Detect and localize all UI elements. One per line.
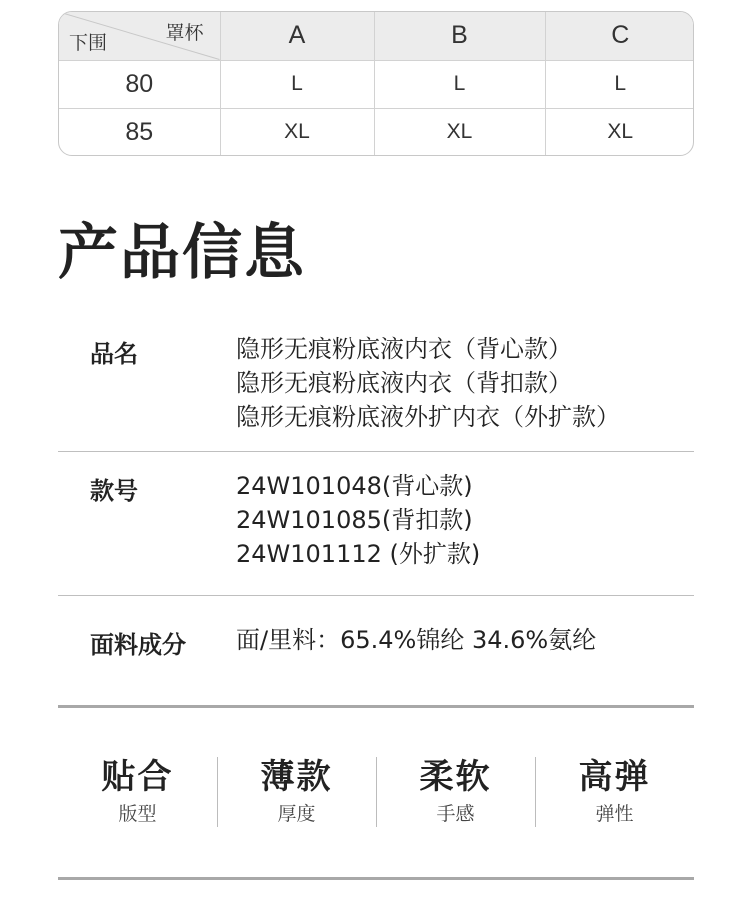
feature-strip: [58, 755, 694, 827]
corner-cup-label: 罩杯: [165, 23, 204, 44]
cup-header-c: C: [545, 12, 694, 60]
size-table-corner-cell: [59, 12, 220, 60]
fabric-line: 面/里料：65.4%锦纶 34.6%氨纶: [236, 626, 597, 654]
band-cell: 80: [59, 60, 220, 108]
divider: [58, 451, 694, 452]
cup-header-a: A: [220, 12, 374, 60]
feature-value: 贴合: [101, 757, 174, 797]
model-number-line: 24W101048(背心款): [236, 472, 473, 500]
size-row: [59, 108, 694, 156]
divider: [58, 595, 694, 596]
cup-header-b: B: [374, 12, 545, 60]
info-label-model-number: 款号: [90, 477, 138, 505]
feature-label: 手感: [436, 803, 475, 825]
feature-label: 版型: [118, 803, 157, 825]
size-cell: L: [220, 60, 374, 108]
divider-thick: [58, 877, 694, 880]
product-name-line: 隐形无痕粉底液内衣（背心款）: [236, 335, 572, 363]
product-name-line: 隐形无痕粉底液内衣（背扣款）: [236, 369, 572, 397]
info-label-fabric: 面料成分: [90, 631, 186, 659]
band-cell: 85: [59, 108, 220, 156]
feature-label: 厚度: [277, 803, 316, 825]
size-cell: XL: [220, 108, 374, 156]
size-header-row: [59, 12, 694, 60]
feature-value: 薄款: [260, 757, 333, 797]
size-table: [58, 11, 694, 156]
feature-value: 柔软: [419, 757, 492, 797]
size-row: [59, 60, 694, 108]
size-grid: [59, 12, 694, 156]
model-number-line: 24W101112 (外扩款): [236, 540, 481, 568]
product-name-line: 隐形无痕粉底液外扩内衣（外扩款）: [236, 403, 620, 431]
feature-thickness: [217, 755, 376, 827]
model-number-line: 24W101085(背扣款): [236, 506, 473, 534]
feature-label: 弹性: [595, 803, 634, 825]
info-value-fabric: [236, 623, 596, 657]
info-label-product-name: 品名: [90, 340, 138, 368]
info-value-product-name: [236, 332, 620, 434]
divider-thick: [58, 705, 694, 708]
corner-band-label: 下围: [69, 32, 108, 54]
feature-fit: [58, 755, 217, 827]
size-cell: L: [545, 60, 694, 108]
size-cell: L: [374, 60, 545, 108]
info-value-model-number: [236, 469, 480, 571]
feature-feel: [376, 755, 535, 827]
size-cell: XL: [374, 108, 545, 156]
section-title: 产品信息: [58, 218, 306, 288]
feature-elasticity: [535, 755, 694, 827]
size-cell: XL: [545, 108, 694, 156]
feature-value: 高弹: [578, 757, 651, 797]
